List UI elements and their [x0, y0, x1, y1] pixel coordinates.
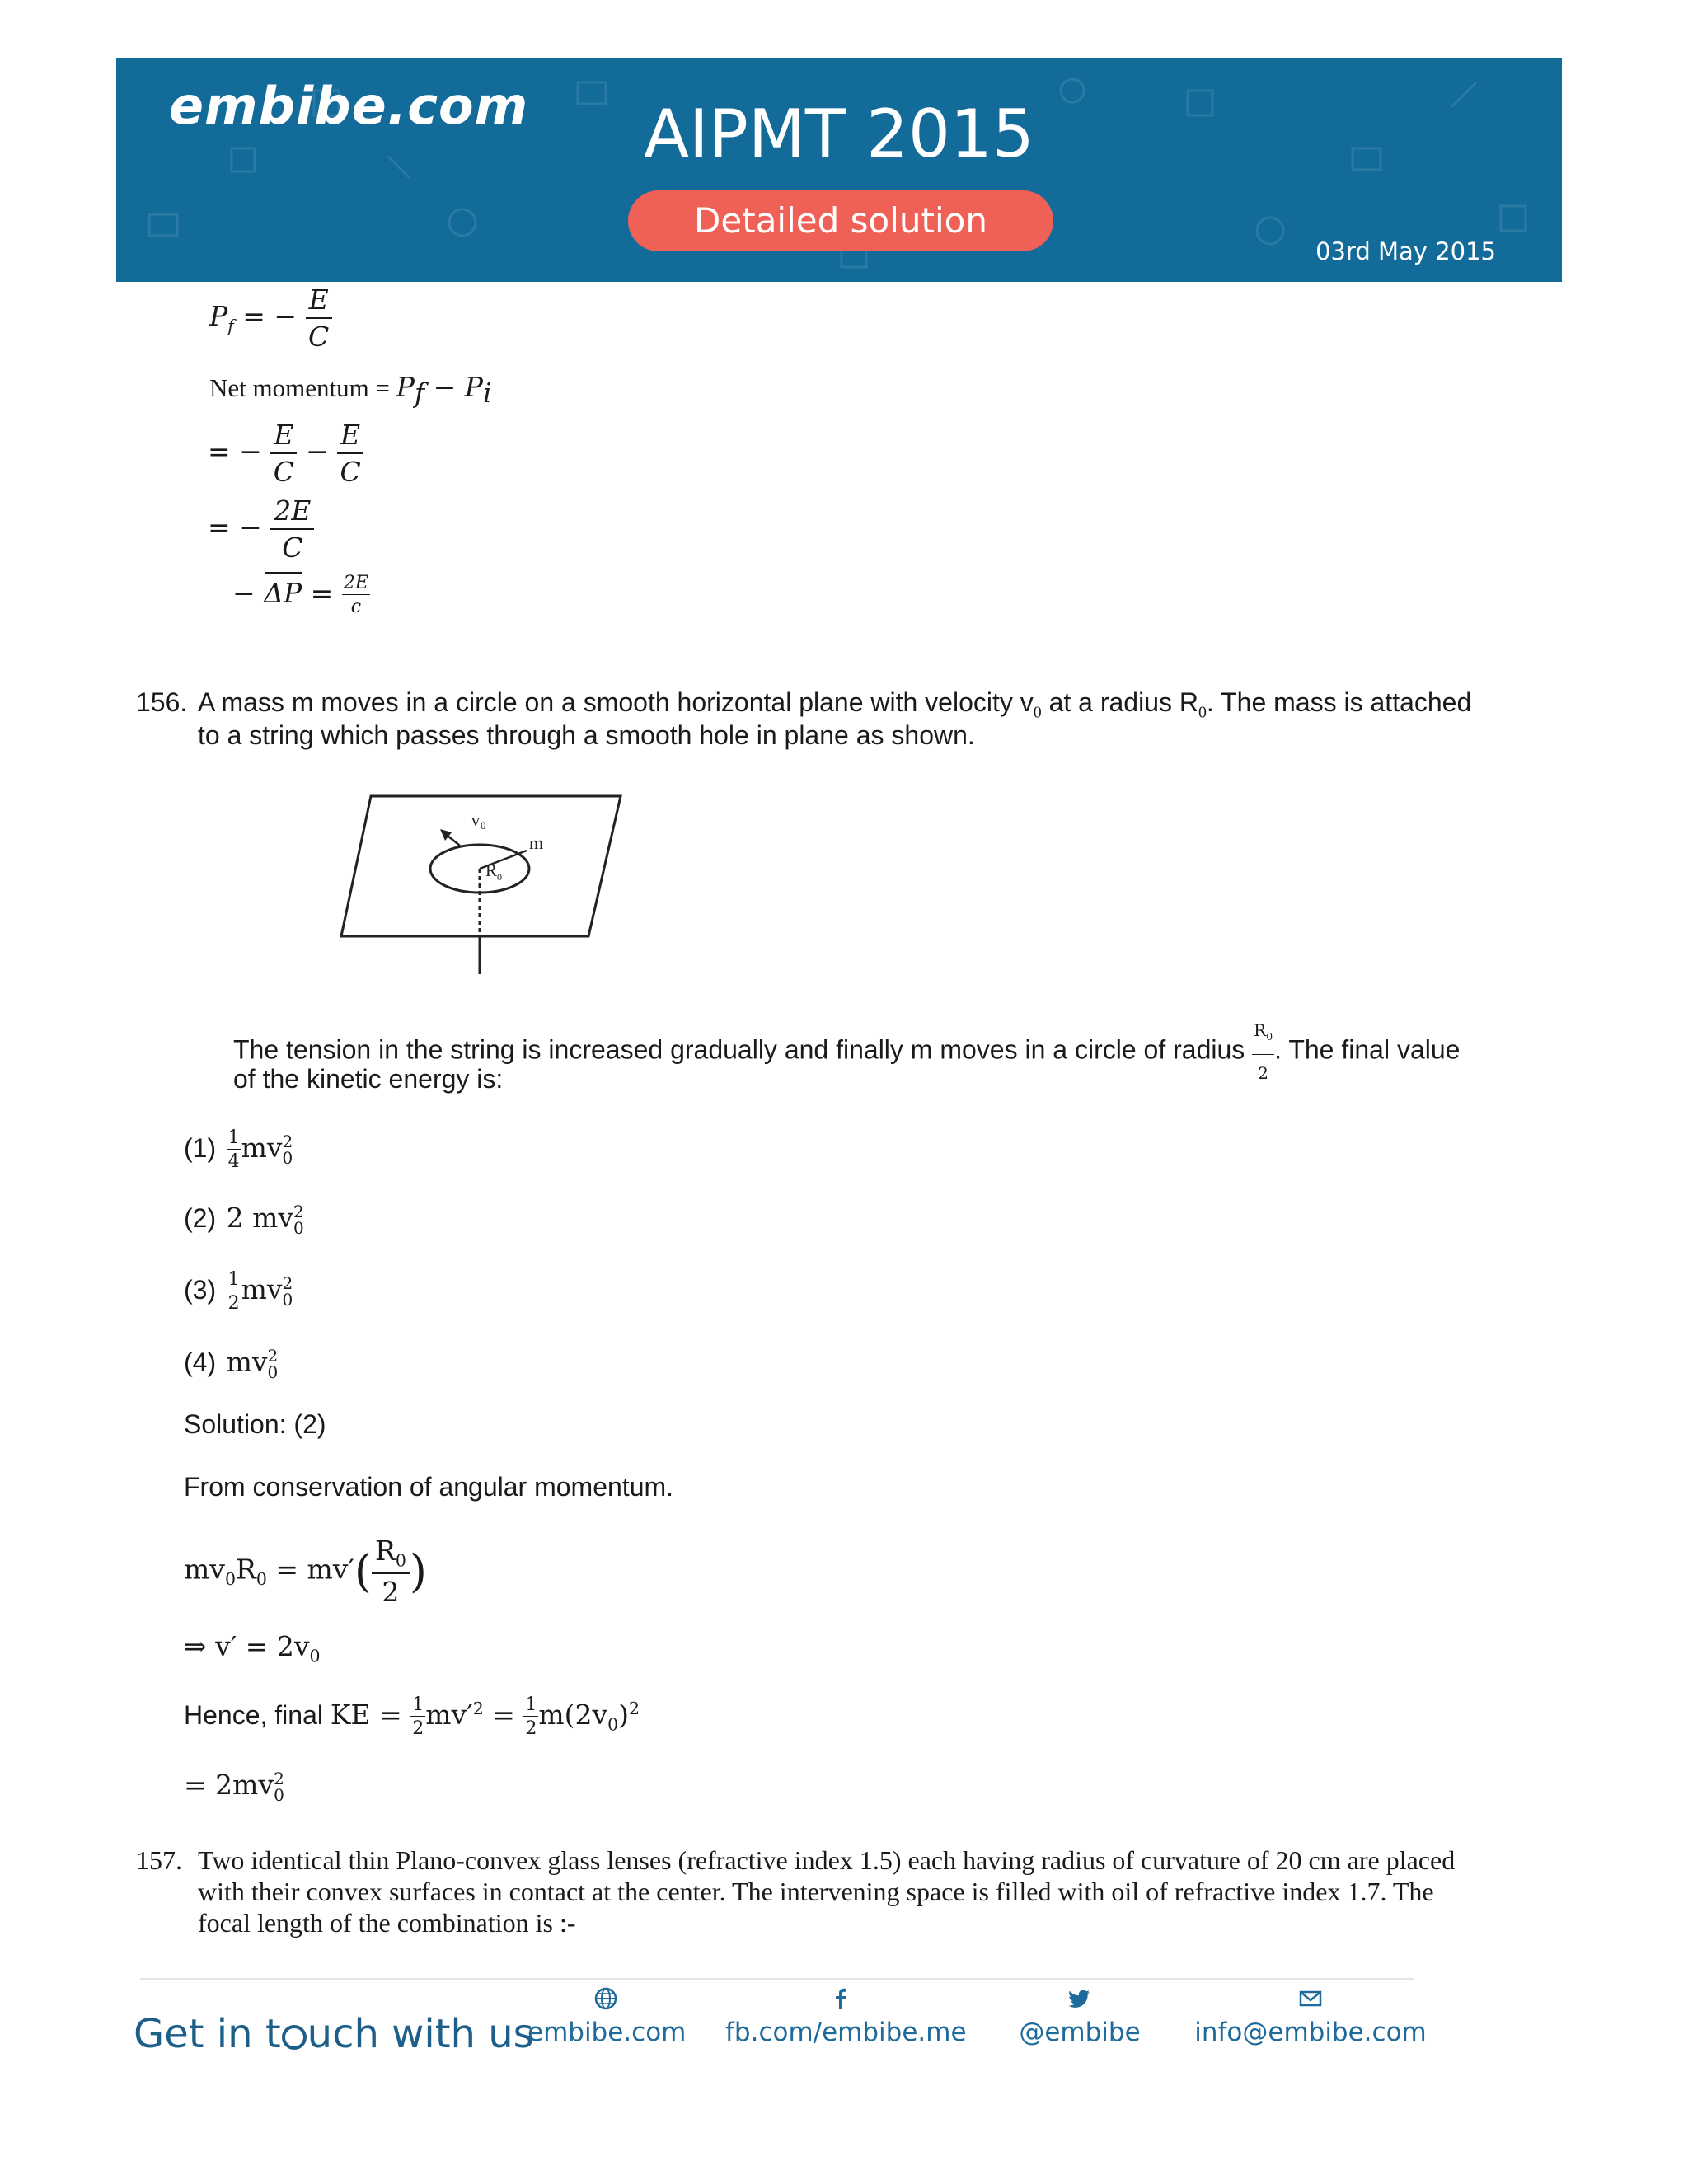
footer-link-email[interactable]: info@embibe.com	[1187, 1986, 1434, 2047]
globe-icon	[528, 1986, 684, 2018]
brand-logo: embibe.com	[169, 76, 529, 136]
option-1[interactable]: (1) $\frac{1}{4}$ mv 2 0	[184, 1127, 293, 1172]
question-157-line3: focal length of the combination is :-	[198, 1908, 576, 1938]
delta-p-vector: ΔP	[264, 577, 302, 609]
circular-motion-figure	[336, 791, 633, 977]
fig-v-sub: 0	[481, 819, 486, 832]
final-ke-result: = 2mv 2 0	[184, 1769, 284, 1805]
solution-label: Solution: (2)	[184, 1409, 326, 1439]
get-in-touch-heading: Get in t uch with us	[134, 2011, 534, 2057]
footer-divider	[140, 1978, 1414, 1980]
delta-p-result: − ΔP = $\frac{2E}{c}$	[232, 573, 368, 617]
question-157-number: 157.	[136, 1845, 182, 1875]
facebook-icon	[725, 1986, 956, 2018]
chat-bubble-o-icon	[282, 2025, 307, 2050]
final-ke-line: Hence, final KE = $\frac{1}{2}$ $mv'^2$ = $\frac{1}{2}$ $m(2v_0)^2$	[184, 1694, 640, 1739]
net-momentum-step-2: = − $\frac{2E}{C}$	[208, 494, 314, 564]
exam-title: AIPMT 2015	[644, 96, 1034, 172]
net-momentum-step-1: = − $\frac{E}{C}$ − $\frac{E}{C}$	[208, 419, 363, 488]
tension-statement: The tension in the string is increased gradually and finally m moves in a circle of radius $\frac{R_0}{2}$ . The final value	[233, 1014, 1568, 1090]
twitter-icon	[1006, 1986, 1154, 2018]
question-156-text-line2: to a string which passes through a smooth hole in plane as shown.	[198, 720, 975, 750]
footer-link-facebook[interactable]: fb.com/embibe.me	[725, 1986, 956, 2047]
fig-v-label: v	[471, 812, 480, 830]
mail-icon	[1187, 1986, 1434, 2018]
question-157-line2: with their convex surfaces in contact at the center. The intervening space is filled with oil of refractive index 1.7. The	[198, 1877, 1434, 1906]
fig-r-sub: 0	[497, 871, 502, 883]
option-3[interactable]: (3) $\frac{1}{2}$ mv 2 0	[184, 1269, 293, 1314]
tension-statement-line2: of the kinetic energy is:	[233, 1064, 504, 1094]
question-156-text: A mass m moves in a circle on a smooth horizontal plane with velocity $v_0$ at a radius $R_0$. The mass is attached	[198, 687, 1472, 722]
fig-m-label: m	[529, 832, 544, 853]
footer-link-twitter[interactable]: @embibe	[1006, 1986, 1154, 2047]
angular-momentum-equation: $mv_0R_0 = mv'$( $\frac{R_0}{2}$ )	[184, 1535, 427, 1608]
option-2[interactable]: (2) 2 mv 2 0	[184, 1202, 304, 1238]
question-156-number: 156.	[136, 687, 188, 717]
exam-date: 03rd May 2015	[1315, 237, 1496, 265]
question-157-line1: Two identical thin Plano-convex glass lenses (refractive index 1.5) each having radius of curvature of 20 cm are placed	[198, 1845, 1456, 1875]
footer-link-website[interactable]: embibe.com	[528, 1986, 684, 2047]
fig-r-label: R	[485, 860, 498, 880]
detailed-solution-badge: Detailed solution	[628, 190, 1053, 251]
velocity-result: ⇒ $v' = 2v_0$	[184, 1630, 321, 1666]
pf-equation: $P_f$ = − $\frac{E}{C}$	[209, 284, 332, 353]
conservation-statement: From conservation of angular momentum.	[184, 1472, 674, 1502]
page-header-banner	[116, 58, 1562, 282]
net-momentum-line: Net momentum = $P_f - P_i$	[209, 371, 492, 410]
option-4[interactable]: (4) mv 2 0	[184, 1346, 279, 1382]
